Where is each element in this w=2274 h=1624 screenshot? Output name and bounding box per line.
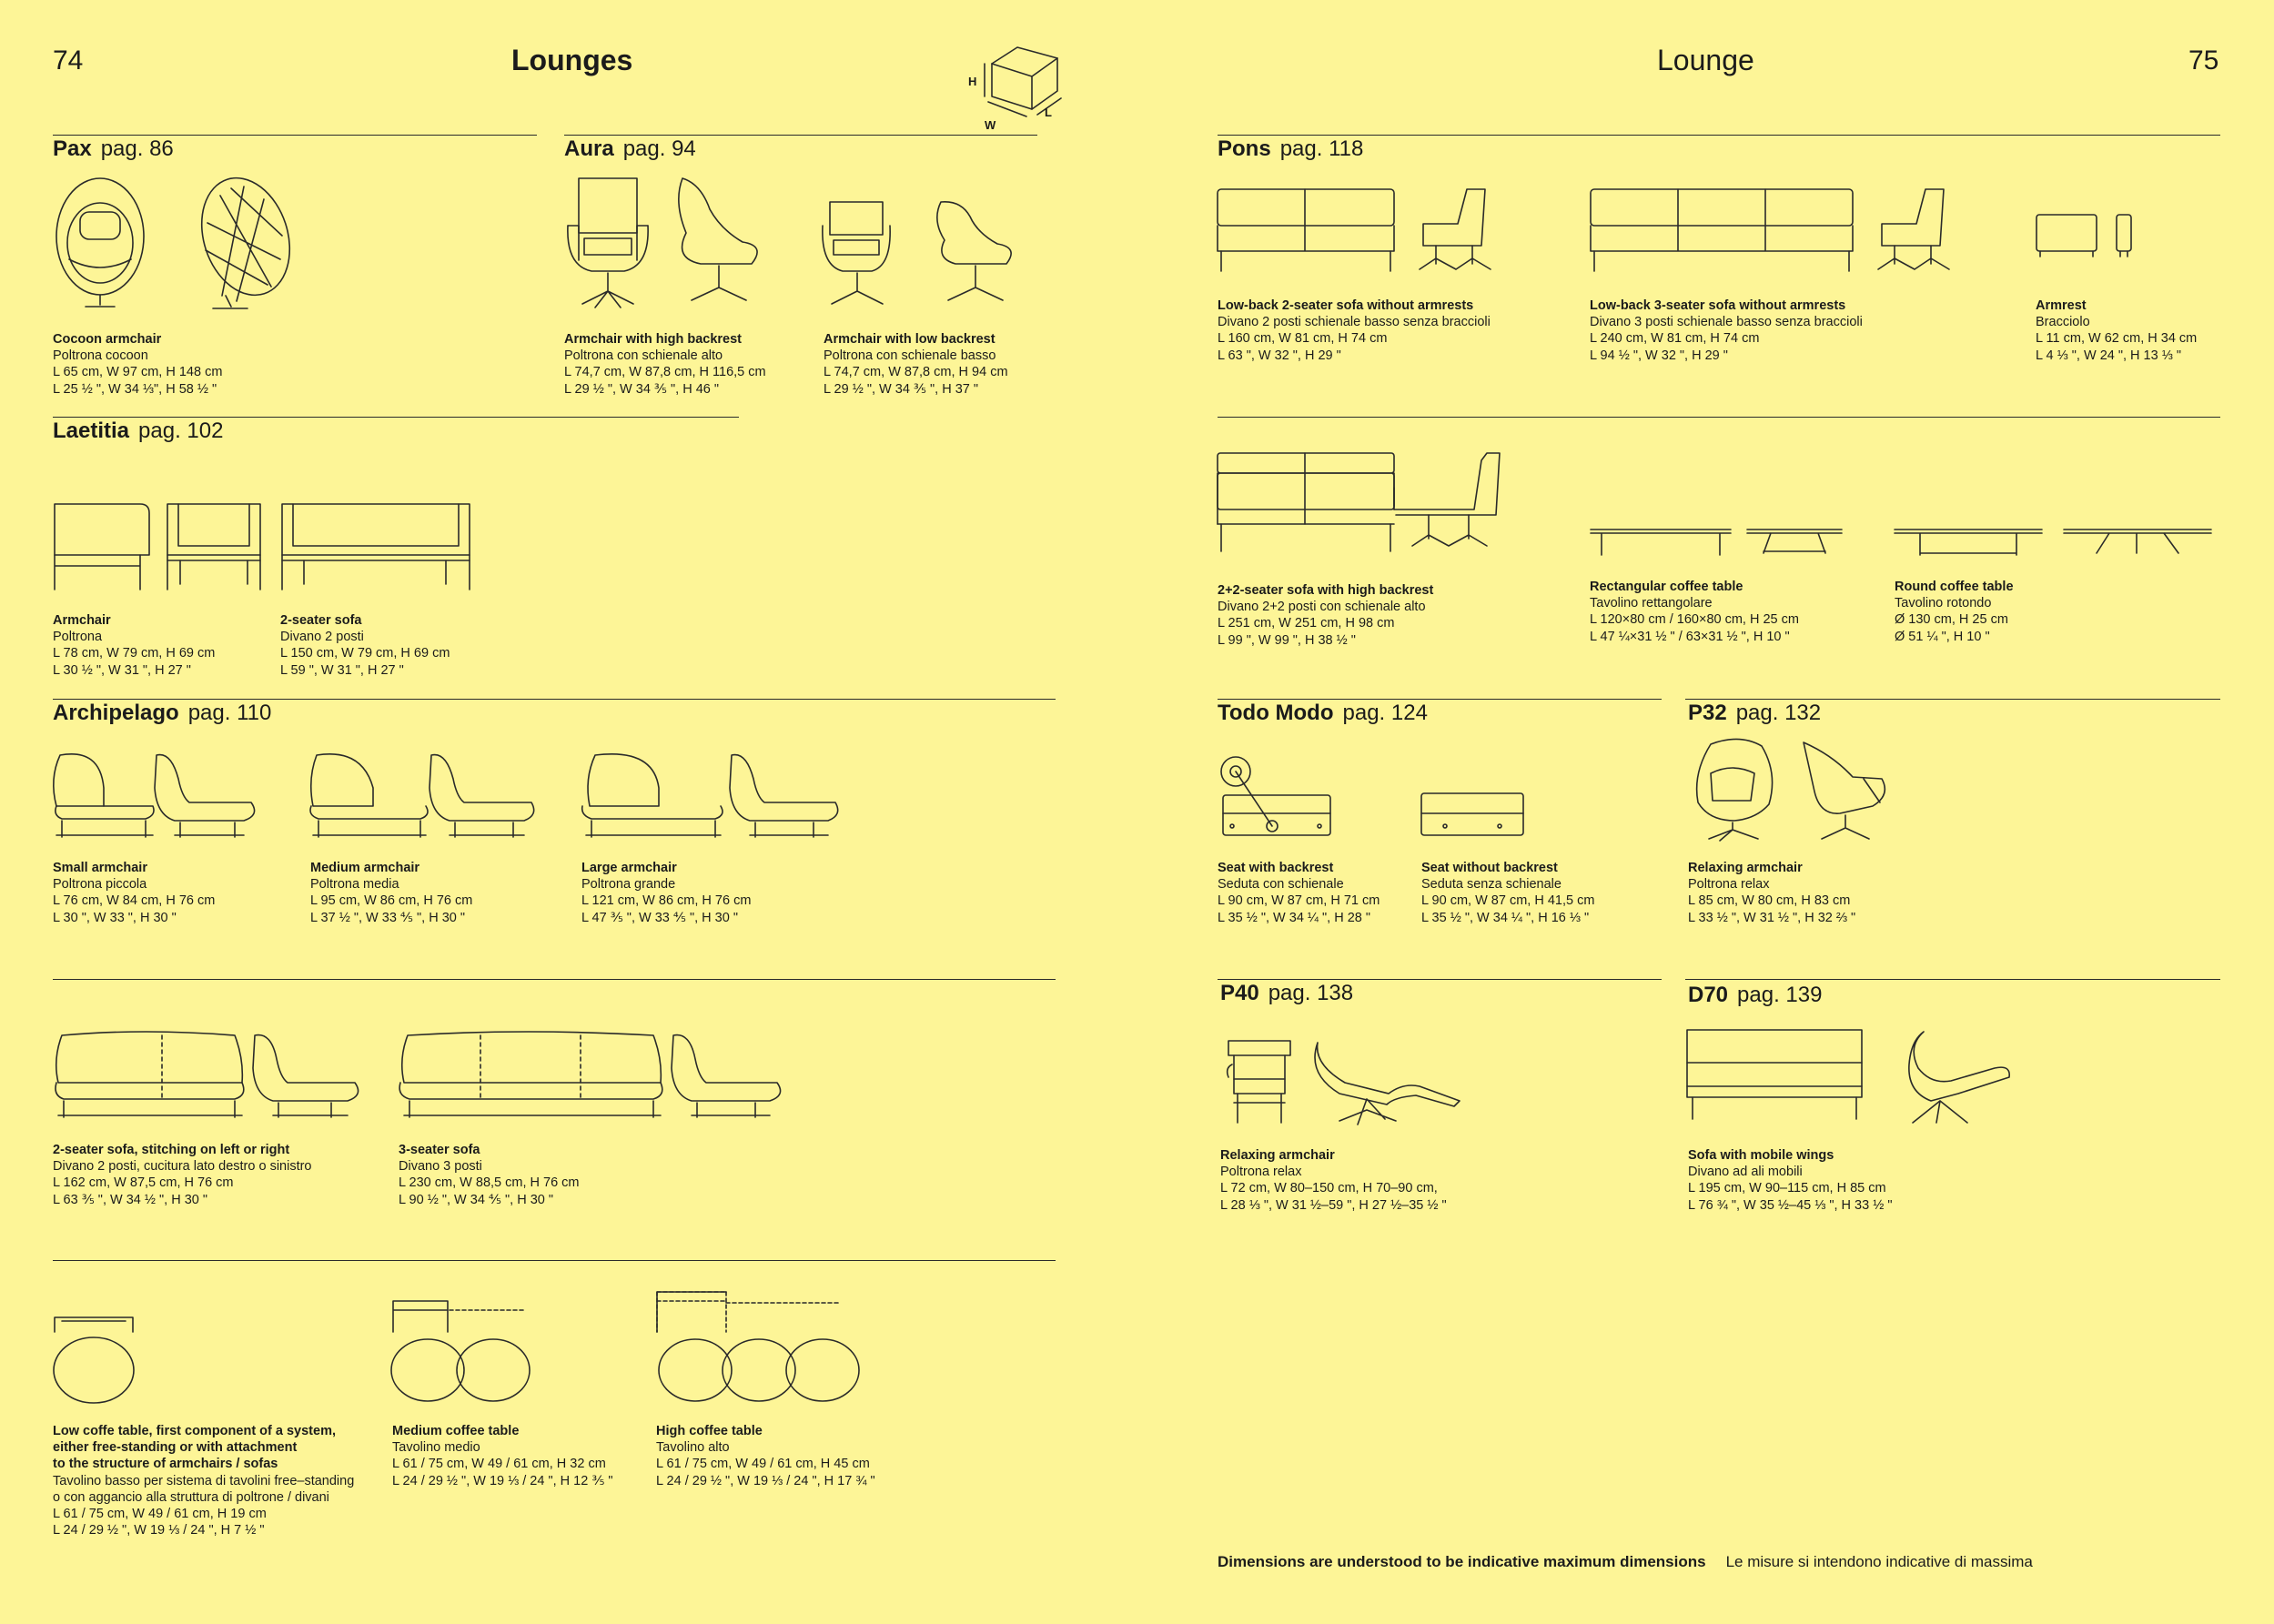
pons-22-and-tables-drawing <box>1218 451 2218 560</box>
d70-drawing <box>1685 1028 2049 1128</box>
svg-text:H: H <box>968 75 977 88</box>
product-archipelago-sofa2: 2-seater sofa, stitching on left or right Divano 2 posti, cucitura lato destro o sinistro L 162 cm, W 87,5 cm, H 76 cm L 63 ⅗ ", W 34 ½ ", H 30 " <box>53 1143 312 1207</box>
product-archipelago-table-high: High coffee table Tavolino alto L 61 / 75 cm, W 49 / 61 cm, H 45 cm L 24 / 29 ½ ", W 19 ⅓ / 24 ", H 17 ¾ " <box>656 1424 875 1488</box>
divider <box>1685 699 2220 700</box>
product-pons-2seater: Low-back 2-seater sofa without armrests Divano 2 posti schienale basso senza braccioli L 160 cm, W 81 cm, H 74 cm L 63 ", W 32 ", H 29 " <box>1218 298 1491 363</box>
dimensions-note: Dimensions are understood to be indicative maximum dimensions Le misure si intendono indicative di massima <box>1218 1553 2033 1570</box>
dimension-cube-icon <box>965 44 1065 135</box>
section-laetitia: Laetitia pag. 102 <box>53 419 224 443</box>
todo-modo-drawing <box>1218 753 1563 844</box>
archipelago-armchairs-drawing <box>53 751 854 842</box>
divider <box>53 979 1056 980</box>
divider <box>1218 417 2220 418</box>
divider <box>564 135 1037 136</box>
pons-sofas-drawing <box>1218 187 2218 275</box>
page-number-right: 75 <box>2188 45 2219 76</box>
archipelago-tables-drawing <box>53 1296 890 1423</box>
laetitia-drawing <box>53 502 490 593</box>
product-pons-3seater: Low-back 3-seater sofa without armrests Divano 3 posti schienale basso senza braccioli L 240 cm, W 81 cm, H 74 cm L 94 ½ ", W 32 ", H 29 " <box>1590 298 1863 363</box>
product-pons-rect-table: Rectangular coffee table Tavolino rettangolare L 120×80 cm / 160×80 cm, H 25 cm L 47 ¼×31 ½ " / 63×31 ½ ", H 10 " <box>1590 580 1799 644</box>
product-d70-sofa: Sofa with mobile wings Divano ad ali mobili L 195 cm, W 90–115 cm, H 85 cm L 76 ¾ ", W 35 ½–45 ⅓ ", H 33 ½ " <box>1688 1148 1893 1213</box>
page-title-right: Lounge <box>1657 44 1754 76</box>
page-number-left: 74 <box>53 45 84 76</box>
product-aura-high: Armchair with high backrest Poltrona con schienale alto L 74,7 cm, W 87,8 cm, H 116,5 cm L 29 ½ ", W 34 ⅗ ", H 46 " <box>564 332 766 397</box>
product-p40-relax: Relaxing armchair Poltrona relax L 72 cm, W 80–150 cm, H 70–90 cm, L 28 ⅓ ", W 31 ½–59 ", H 27 ½–35 ½ " <box>1220 1148 1447 1213</box>
product-todo-modo-noback: Seat without backrest Seduta senza schienale L 90 cm, W 87 cm, H 41,5 cm L 35 ½ ", W 34 ¼ ", H 16 ⅓ " <box>1421 861 1595 925</box>
product-archipelago-large: Large armchair Poltrona grande L 121 cm, W 86 cm, H 76 cm L 47 ⅗ ", W 33 ⅘ ", H 30 " <box>581 861 752 925</box>
page-title-left: Lounges <box>511 44 633 76</box>
product-archipelago-medium: Medium armchair Poltrona media L 95 cm, W 86 cm, H 76 cm L 37 ½ ", W 33 ⅘ ", H 30 " <box>310 861 473 925</box>
product-laetitia-sofa: 2-seater sofa Divano 2 posti L 150 cm, W 79 cm, H 69 cm L 59 ", W 31 ", H 27 " <box>280 613 450 678</box>
section-p32: P32 pag. 132 <box>1688 701 1822 725</box>
section-todo-modo: Todo Modo pag. 124 <box>1218 701 1428 725</box>
svg-text:L: L <box>1045 106 1052 119</box>
product-pons-22: 2+2-seater sofa with high backrest Divano 2+2 posti con schienale alto L 251 cm, W 251 cm, H 98 cm L 99 ", W 99 ", H 38 ½ " <box>1218 583 1434 648</box>
product-p32-relax: Relaxing armchair Poltrona relax L 85 cm, W 80 cm, H 83 cm L 33 ½ ", W 31 ½ ", H 32 ⅔ " <box>1688 861 1856 925</box>
product-archipelago-sofa3: 3-seater sofa Divano 3 posti L 230 cm, W 88,5 cm, H 76 cm L 90 ½ ", W 34 ⅘ ", H 30 " <box>399 1143 580 1207</box>
divider <box>1685 979 2220 980</box>
product-archipelago-table-low: Low coffe table, first component of a system, either free-standing or with attachment to the structure of armchairs / sofas Tavolino basso per sistema di tavolini free–standing o con aggancio alla struttura di poltrone / divani L 61 / 75 cm, W 49 / 61 cm, H 19 cm L 24 / 29 ½ ", W 19 ⅓ / 24 ", H 7 ½ " <box>53 1424 355 1538</box>
archipelago-sofas-drawing <box>53 1032 799 1123</box>
divider <box>1218 135 2220 136</box>
divider <box>53 699 1056 700</box>
section-archipelago: Archipelago pag. 110 <box>53 701 272 725</box>
section-pons: Pons pag. 118 <box>1218 136 1364 161</box>
section-aura: Aura pag. 94 <box>564 136 696 161</box>
svg-text:W: W <box>985 118 996 132</box>
section-p40: P40 pag. 138 <box>1220 981 1354 1005</box>
section-pax: Pax pag. 86 <box>53 136 174 161</box>
p32-drawing <box>1685 737 1904 842</box>
divider <box>1218 699 1662 700</box>
product-pons-round-table: Round coffee table Tavolino rotondo Ø 130 cm, H 25 cm Ø 51 ¼ ", H 10 " <box>1895 580 2014 644</box>
divider <box>53 135 537 136</box>
product-aura-low: Armchair with low backrest Poltrona con schienale basso L 74,7 cm, W 87,8 cm, H 94 cm L 29 ½ ", W 34 ⅗ ", H 37 " <box>824 332 1008 397</box>
product-pax-cocoon: Cocoon armchair Poltrona cocoon L 65 cm, W 97 cm, H 148 cm L 25 ½ ", W 34 ⅓", H 58 ½ " <box>53 332 223 397</box>
pax-cocoon-drawing <box>53 168 308 314</box>
section-d70: D70 pag. 139 <box>1688 983 1823 1007</box>
aura-armchairs-drawing <box>564 175 1037 311</box>
divider <box>53 1260 1056 1261</box>
divider <box>1218 979 1662 980</box>
product-archipelago-small: Small armchair Poltrona piccola L 76 cm, W 84 cm, H 76 cm L 30 ", W 33 ", H 30 " <box>53 861 216 925</box>
product-todo-modo-back: Seat with backrest Seduta con schienale L 90 cm, W 87 cm, H 71 cm L 35 ½ ", W 34 ¼ ", H 28 " <box>1218 861 1380 925</box>
p40-drawing <box>1227 1037 1481 1128</box>
divider <box>53 417 739 418</box>
product-pons-armrest: Armrest Bracciolo L 11 cm, W 62 cm, H 34 cm L 4 ⅓ ", W 24 ", H 13 ⅓ " <box>2036 298 2198 363</box>
product-laetitia-armchair: Armchair Poltrona L 78 cm, W 79 cm, H 69 cm L 30 ½ ", W 31 ", H 27 " <box>53 613 216 678</box>
product-archipelago-table-medium: Medium coffee table Tavolino medio L 61 / 75 cm, W 49 / 61 cm, H 32 cm L 24 / 29 ½ ", W 19 ⅓ / 24 ", H 12 ⅗ " <box>392 1424 613 1488</box>
